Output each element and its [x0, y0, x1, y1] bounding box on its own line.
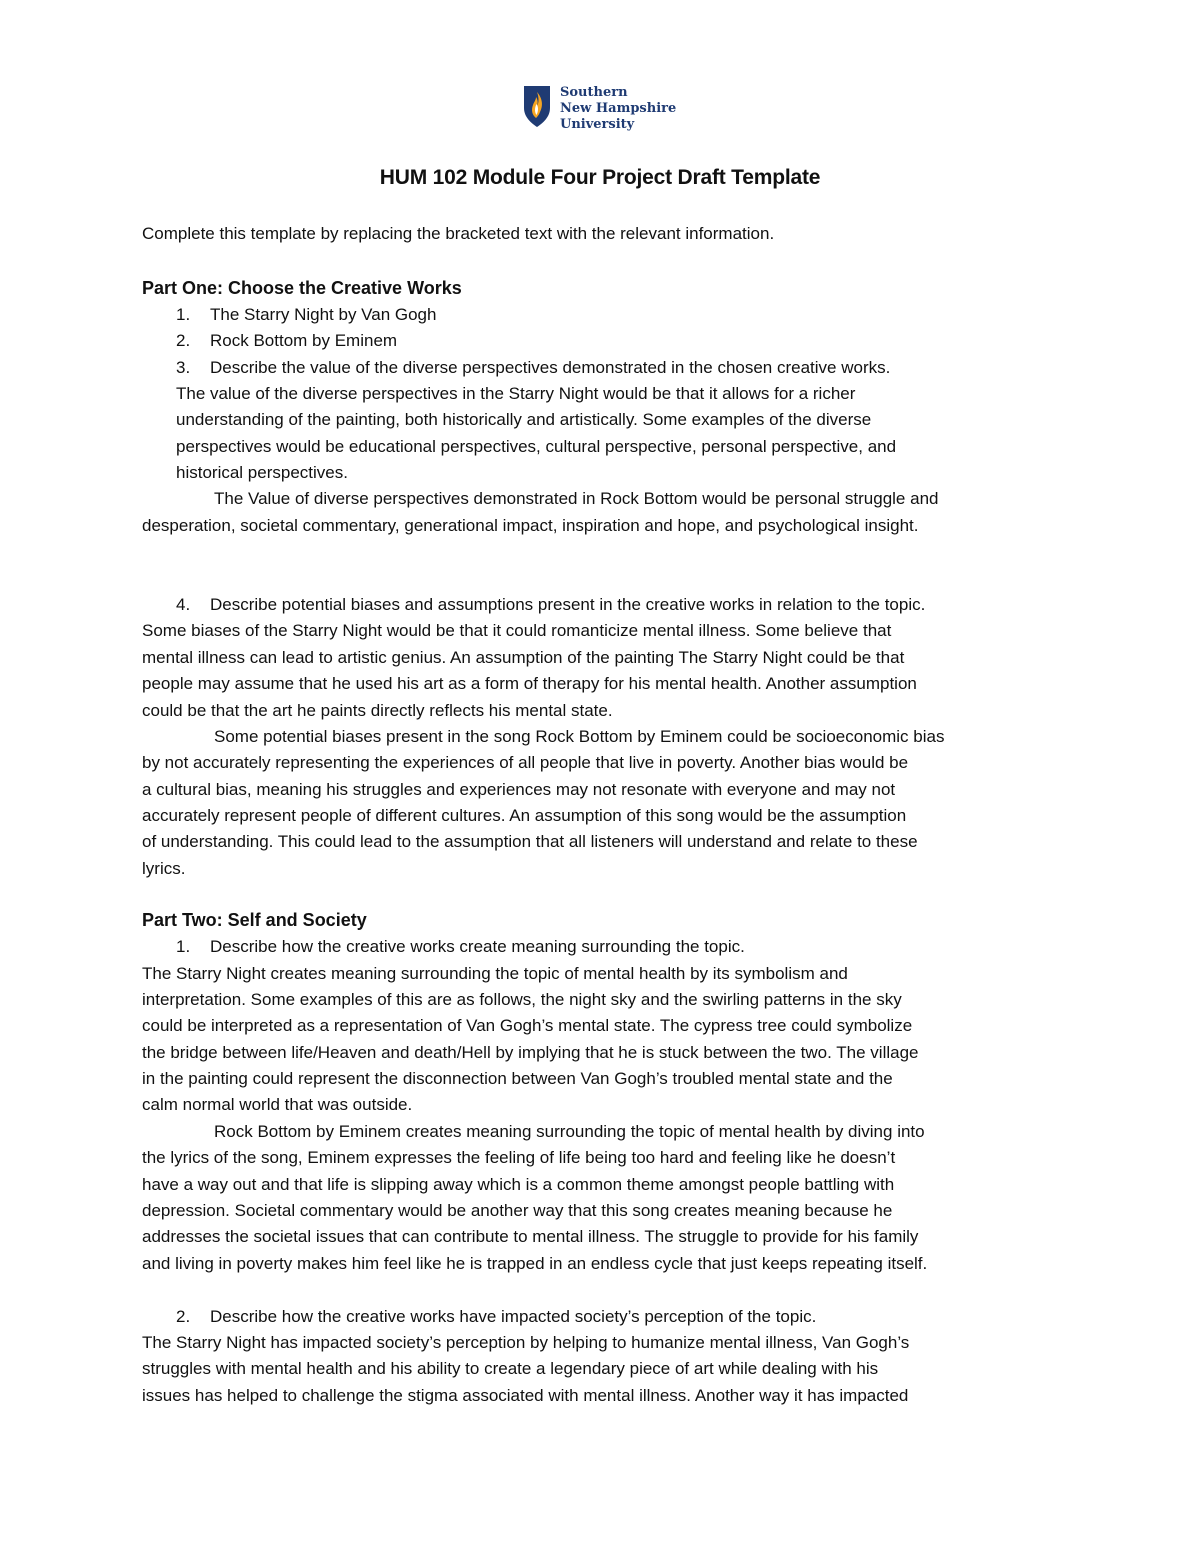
list-item [176, 331, 397, 351]
paragraph-line: could be that the art he paints directly reflects his mental state. [142, 701, 613, 720]
paragraph-line: understanding of the painting, both historically and artistically. Some examples of the diverse [176, 410, 872, 429]
part-one-heading: Part One: Choose the Creative Works [142, 278, 462, 298]
paragraph-line: desperation, societal commentary, generational impact, inspiration and hope, and psychological insight. [142, 516, 919, 535]
paragraph-line: could be interpreted as a representation of Van Gogh’s mental state. The cypress tree could symbolize [142, 1016, 913, 1035]
list-text: Rock Bottom by Eminem [210, 331, 398, 350]
paragraph-line: lyrics. [142, 859, 186, 878]
list-text: The Starry Night by Van Gogh [210, 305, 437, 324]
paragraph-line: a cultural bias, meaning his struggles and experiences may not resonate with everyone and may not [142, 780, 896, 799]
paragraph-line: perspectives would be educational perspectives, cultural perspective, personal perspective, and [176, 437, 897, 456]
logo-text-line3: University [560, 117, 635, 132]
part-two-heading: Part Two: Self and Society [142, 910, 367, 930]
list-text: Describe the value of the diverse perspectives demonstrated in the chosen creative works. [210, 358, 891, 377]
paragraph-line: by not accurately representing the experiences of all people that live in poverty. Another bias would be [142, 753, 909, 772]
paragraph-line: the lyrics of the song, Eminem expresses the feeling of life being too hard and feeling like he doesn’t [142, 1148, 896, 1167]
paragraph-line: The Starry Night has impacted society’s perception by helping to humanize mental illness, Van Gogh’s [142, 1333, 910, 1352]
intro-text: Complete this template by replacing the bracketed text with the relevant information. [142, 224, 775, 243]
list-number: 4. [176, 595, 191, 614]
paragraph-line: accurately represent people of different cultures. An assumption of this song would be the assumption [142, 806, 907, 825]
list-number: 1. [176, 305, 191, 324]
paragraph-line: calm normal world that was outside. [142, 1095, 413, 1114]
list-text: Describe potential biases and assumptions present in the creative works in relation to the topic. [210, 595, 926, 614]
paragraph-line: of understanding. This could lead to the assumption that all listeners will understand and relate to these [142, 832, 918, 851]
paragraph-line: The Value of diverse perspectives demonstrated in Rock Bottom would be personal struggle and [214, 489, 939, 508]
paragraph-line: interpretation. Some examples of this are as follows, the night sky and the swirling patterns in the sky [142, 990, 902, 1009]
paragraph-line: the bridge between life/Heaven and death/Hell by implying that he is stuck between the two. The village [142, 1043, 919, 1062]
logo-text-line1: Southern [560, 85, 628, 100]
paragraph-line: Some potential biases present in the song Rock Bottom by Eminem could be socioeconomic bias [214, 727, 945, 746]
paragraph-line: depression. Societal commentary would be another way that this song creates meaning because he [142, 1201, 893, 1220]
list-number: 3. [176, 358, 191, 377]
list-item [176, 937, 745, 957]
paragraph-line: The value of the diverse perspectives in the Starry Night would be that it allows for a richer [176, 384, 856, 403]
paragraph-line: people may assume that he used his art as a form of therapy for his mental health. Another assumption [142, 674, 917, 693]
paragraph-line: addresses the societal issues that can contribute to mental illness. The struggle to provide for his family [142, 1227, 919, 1246]
paragraph-line: and living in poverty makes him feel like he is trapped in an endless cycle that just keeps repeating itself. [142, 1254, 928, 1273]
snhu-logo [522, 84, 676, 133]
list-text: Describe how the creative works have impacted society’s perception of the topic. [210, 1307, 817, 1326]
paragraph-line: Some biases of the Starry Night would be that it could romanticize mental illness. Some believe that [142, 621, 892, 640]
list-text: Describe how the creative works create meaning surrounding the topic. [210, 937, 745, 956]
page-title: HUM 102 Module Four Project Draft Template [379, 166, 821, 189]
paragraph-line: Rock Bottom by Eminem creates meaning surrounding the topic of mental health by diving into [214, 1122, 925, 1141]
paragraph-line: The Starry Night creates meaning surrounding the topic of mental health by its symbolism and [142, 964, 848, 983]
paragraph-line: issues has helped to challenge the stigma associated with mental illness. Another way it has impacted [142, 1386, 909, 1405]
paragraph-line: historical perspectives. [176, 463, 348, 482]
list-item [176, 358, 890, 378]
list-number: 2. [176, 1307, 191, 1326]
paragraph-line: have a way out and that life is slipping away which is a common theme amongst people battling with [142, 1175, 895, 1194]
shield-flame-icon [522, 84, 552, 128]
list-number: 2. [176, 331, 191, 350]
paragraph-line: in the painting could represent the disconnection between Van Gogh’s troubled mental state and the [142, 1069, 893, 1088]
list-number: 1. [176, 937, 191, 956]
list-item [176, 595, 925, 615]
list-item [176, 1307, 816, 1327]
paragraph-line: struggles with mental health and his ability to create a legendary piece of art while dealing with his [142, 1359, 879, 1378]
logo-text-line2: New Hampshire [560, 101, 677, 116]
paragraph-line: mental illness can lead to artistic genius. An assumption of the painting The Starry Night could be that [142, 648, 905, 667]
list-item [176, 305, 436, 325]
